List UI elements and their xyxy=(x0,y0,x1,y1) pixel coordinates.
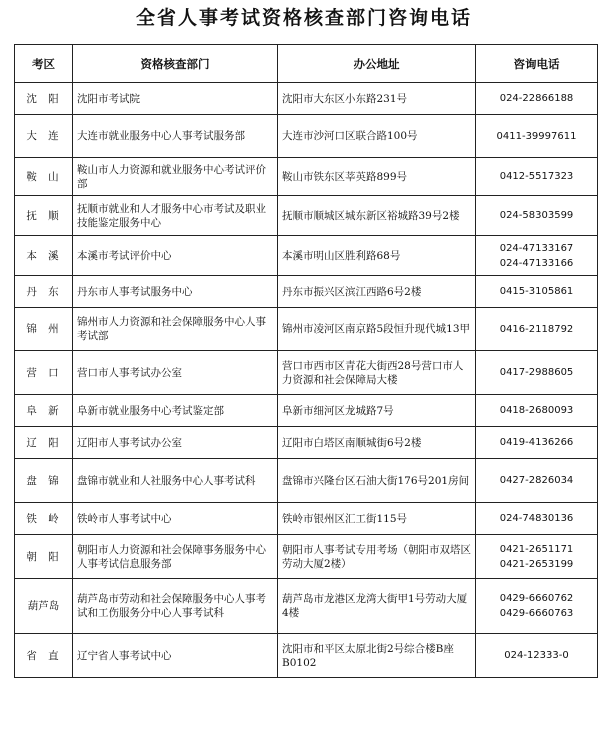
column-header-address: 办公地址 xyxy=(278,45,476,83)
table-row xyxy=(15,351,598,395)
cell-address: 朝阳市人事考试专用考场（朝阳市双塔区劳动大厦2楼） xyxy=(278,535,476,579)
cell-dept: 辽宁省人事考试中心 xyxy=(73,634,278,678)
cell-phone xyxy=(476,351,598,395)
cell-phone xyxy=(476,503,598,535)
phone-number: 0429-6660763 xyxy=(499,608,574,619)
phone-number: 0421-2651171 xyxy=(499,543,574,555)
phone-number: 024-22866188 xyxy=(499,93,574,104)
cell-dept: 鞍山市人力资源和就业服务中心考试评价部 xyxy=(73,158,278,196)
cell-dept: 阜新市就业服务中心考试鉴定部 xyxy=(73,395,278,427)
phone-number: 024-74830136 xyxy=(499,513,574,524)
table-row xyxy=(15,83,598,115)
cell-area: 省 直 xyxy=(15,634,73,678)
cell-phone xyxy=(476,158,598,196)
phone-number: 0418-2680093 xyxy=(499,405,574,416)
column-header-area: 考区 xyxy=(15,45,73,83)
column-header-dept: 资格核查部门 xyxy=(73,45,278,83)
cell-dept: 丹东市人事考试服务中心 xyxy=(73,276,278,308)
table-row xyxy=(15,196,598,236)
cell-dept: 本溪市考试评价中心 xyxy=(73,236,278,276)
cell-dept: 朝阳市人力资源和社会保障事务服务中心人事考试信息服务部 xyxy=(73,535,278,579)
cell-address: 盘锦市兴隆台区石油大街176号201房间 xyxy=(278,459,476,503)
cell-dept: 辽阳市人事考试办公室 xyxy=(73,427,278,459)
table-header-row xyxy=(15,45,598,83)
cell-dept: 抚顺市就业和人才服务中心市考试及职业技能鉴定服务中心 xyxy=(73,196,278,236)
cell-area: 朝 阳 xyxy=(15,535,73,579)
cell-phone xyxy=(476,459,598,503)
table-row xyxy=(15,634,598,678)
column-header-phone: 咨询电话 xyxy=(476,45,598,83)
phone-number: 0415-3105861 xyxy=(499,286,574,297)
phone-number: 024-12333-0 xyxy=(504,650,569,661)
cell-area: 盘 锦 xyxy=(15,459,73,503)
phone-number: 0411-39997611 xyxy=(496,130,577,142)
cell-address: 大连市沙河口区联合路100号 xyxy=(278,115,476,158)
table-row xyxy=(15,395,598,427)
phone-number: 0427-2826034 xyxy=(499,475,574,486)
phone-number: 0416-2118792 xyxy=(499,323,574,335)
cell-address: 葫芦岛市龙港区龙湾大街甲1号劳动大厦4楼 xyxy=(278,579,476,634)
phone-number: 0412-5517323 xyxy=(499,171,574,182)
cell-dept: 大连市就业服务中心人事考试服务部 xyxy=(73,115,278,158)
cell-area: 阜 新 xyxy=(15,395,73,427)
cell-area: 抚 顺 xyxy=(15,196,73,236)
phone-number: 0421-2653199 xyxy=(499,558,574,570)
cell-area: 锦 州 xyxy=(15,308,73,351)
cell-phone xyxy=(476,579,598,634)
table-row xyxy=(15,579,598,634)
cell-phone xyxy=(476,308,598,351)
table-row xyxy=(15,276,598,308)
cell-area: 营 口 xyxy=(15,351,73,395)
contact-table xyxy=(14,44,598,678)
table-row xyxy=(15,308,598,351)
cell-dept: 盘锦市就业和人社服务中心人事考试科 xyxy=(73,459,278,503)
cell-address: 沈阳市大东区小东路231号 xyxy=(278,83,476,115)
phone-number: 024-47133167 xyxy=(499,242,574,254)
cell-dept: 沈阳市考试院 xyxy=(73,83,278,115)
cell-address: 锦州市凌河区南京路5段恒升现代城13甲 xyxy=(278,308,476,351)
cell-area: 沈 阳 xyxy=(15,83,73,115)
cell-area: 本 溪 xyxy=(15,236,73,276)
cell-address: 抚顺市顺城区城东新区裕城路39号2楼 xyxy=(278,196,476,236)
page-title: 全省人事考试资格核查部门咨询电话 xyxy=(135,7,472,29)
cell-address: 营口市西市区青花大街西28号营口市人力资源和社会保障局大楼 xyxy=(278,351,476,395)
cell-dept: 葫芦岛市劳动和社会保障服务中心人事考试和工伤服务分中心人事考试科 xyxy=(73,579,278,634)
cell-area: 铁 岭 xyxy=(15,503,73,535)
cell-phone xyxy=(476,83,598,115)
cell-address: 沈阳市和平区太原北街2号综合楼B座B0102 xyxy=(278,634,476,678)
cell-phone xyxy=(476,535,598,579)
table-row xyxy=(15,459,598,503)
cell-address: 本溪市明山区胜利路68号 xyxy=(278,236,476,276)
cell-area: 大 连 xyxy=(15,115,73,158)
cell-area: 鞍 山 xyxy=(15,158,73,196)
cell-address: 铁岭市银州区汇工街115号 xyxy=(278,503,476,535)
cell-address: 鞍山市铁东区莘英路899号 xyxy=(278,158,476,196)
table-row xyxy=(15,503,598,535)
cell-address: 丹东市振兴区滨江西路6号2楼 xyxy=(278,276,476,308)
cell-dept: 锦州市人力资源和社会保障服务中心人事考试部 xyxy=(73,308,278,351)
table-row xyxy=(15,535,598,579)
cell-phone xyxy=(476,236,598,276)
cell-phone xyxy=(476,634,598,678)
cell-phone xyxy=(476,276,598,308)
cell-address: 阜新市细河区龙城路7号 xyxy=(278,395,476,427)
cell-area: 葫芦岛 xyxy=(15,579,73,634)
cell-area: 辽 阳 xyxy=(15,427,73,459)
cell-dept: 铁岭市人事考试中心 xyxy=(73,503,278,535)
cell-area: 丹 东 xyxy=(15,276,73,308)
cell-address: 辽阳市白塔区南顺城街6号2楼 xyxy=(278,427,476,459)
table-row xyxy=(15,115,598,158)
cell-phone xyxy=(476,196,598,236)
phone-number: 024-47133166 xyxy=(499,257,574,269)
cell-phone xyxy=(476,427,598,459)
phone-number: 024-58303599 xyxy=(499,210,574,221)
cell-phone xyxy=(476,395,598,427)
table-row xyxy=(15,158,598,196)
cell-phone xyxy=(476,115,598,158)
cell-dept: 营口市人事考试办公室 xyxy=(73,351,278,395)
phone-number: 0429-6660762 xyxy=(499,593,574,604)
table-row xyxy=(15,427,598,459)
phone-number: 0417-2988605 xyxy=(499,367,574,378)
phone-number: 0419-4136266 xyxy=(499,437,574,448)
table-row xyxy=(15,236,598,276)
